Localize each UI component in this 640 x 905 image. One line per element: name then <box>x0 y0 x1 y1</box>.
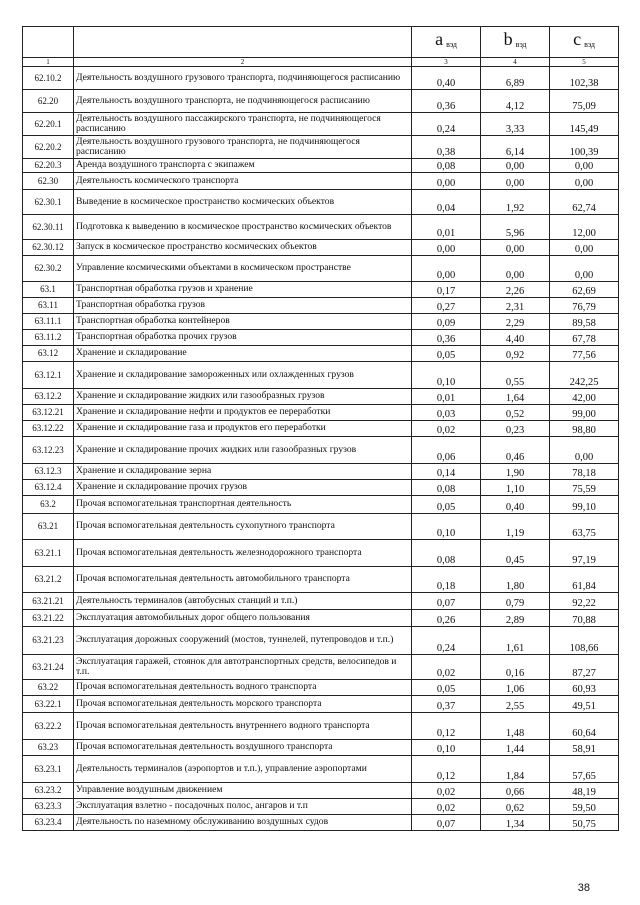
header-code-cell <box>23 27 74 58</box>
coefficients-table <box>22 26 619 831</box>
row-coefficient-b: 1,34 <box>481 815 550 831</box>
row-coefficient-b: 2,89 <box>481 610 550 627</box>
row-coefficient-a: 0,04 <box>412 190 481 215</box>
row-code: 63.22 <box>23 680 74 696</box>
row-coefficient-a: 0,10 <box>412 514 481 540</box>
row-coefficient-a: 0,24 <box>412 113 481 136</box>
coefficients-table-sheet <box>22 26 618 831</box>
row-code: 62.30.12 <box>23 240 74 256</box>
table-row <box>23 282 619 298</box>
row-coefficient-c: 0,00 <box>550 256 619 282</box>
row-coefficient-c: 87,27 <box>550 655 619 680</box>
row-activity-name: Деятельность терминалов (автобусных станций и т.п.) <box>74 593 412 610</box>
row-activity-name: Прочая вспомогательная деятельность железнодорожного транспорта <box>74 540 412 567</box>
header-name-cell <box>74 27 412 58</box>
row-coefficient-a: 0,06 <box>412 437 481 464</box>
row-coefficient-c: 12,00 <box>550 215 619 240</box>
row-activity-name: Эксплуатация гаражей, стоянок для автотранспортных средств, велосипедов и т.п. <box>74 655 412 680</box>
row-coefficient-a: 0,00 <box>412 240 481 256</box>
row-coefficient-c: 75,09 <box>550 90 619 113</box>
row-coefficient-c: 57,65 <box>550 756 619 783</box>
row-coefficient-b: 6,89 <box>481 67 550 90</box>
row-coefficient-a: 0,05 <box>412 680 481 696</box>
header-a-label: a <box>435 28 444 49</box>
row-activity-name: Хранение и складирование прочих грузов <box>74 480 412 496</box>
table-row <box>23 464 619 480</box>
column-number-4: 4 <box>481 58 550 67</box>
row-coefficient-b: 0,40 <box>481 496 550 514</box>
row-activity-name: Управление космическими объектами в космическом пространстве <box>74 256 412 282</box>
row-coefficient-c: 89,58 <box>550 314 619 330</box>
row-code: 62.30.11 <box>23 215 74 240</box>
row-coefficient-b: 0,62 <box>481 799 550 815</box>
table-row <box>23 298 619 314</box>
row-activity-name: Выведение в космическое пространство космических объектов <box>74 190 412 215</box>
row-activity-name: Деятельность воздушного транспорта, не подчиняющегося расписанию <box>74 90 412 113</box>
row-activity-name: Хранение и складирование нефти и продуктов ее переработки <box>74 405 412 421</box>
row-code: 62.20.2 <box>23 136 74 159</box>
row-code: 63.12.3 <box>23 464 74 480</box>
row-coefficient-c: 97,19 <box>550 540 619 567</box>
row-activity-name: Деятельность терминалов (аэропортов и т.п.), управление аэропортами <box>74 756 412 783</box>
row-code: 63.12.23 <box>23 437 74 464</box>
row-coefficient-c: 70,88 <box>550 610 619 627</box>
row-activity-name: Прочая вспомогательная деятельность морского транспорта <box>74 696 412 713</box>
column-number-1: 1 <box>23 58 74 67</box>
row-coefficient-a: 0,07 <box>412 593 481 610</box>
row-code: 62.20.3 <box>23 159 74 173</box>
row-coefficient-b: 0,23 <box>481 421 550 437</box>
row-activity-name: Деятельность воздушного грузового транспорта, подчиняющегося расписанию <box>74 67 412 90</box>
table-row <box>23 480 619 496</box>
row-coefficient-a: 0,05 <box>412 346 481 362</box>
row-coefficient-a: 0,01 <box>412 389 481 405</box>
header-a-cell <box>412 27 481 58</box>
row-coefficient-b: 0,46 <box>481 437 550 464</box>
row-coefficient-b: 1,80 <box>481 567 550 593</box>
row-code: 63.11 <box>23 298 74 314</box>
table-row <box>23 240 619 256</box>
row-coefficient-c: 92,22 <box>550 593 619 610</box>
row-coefficient-a: 0,10 <box>412 362 481 389</box>
row-coefficient-b: 4,12 <box>481 90 550 113</box>
row-activity-name: Деятельность космического транспорта <box>74 173 412 190</box>
row-coefficient-b: 2,55 <box>481 696 550 713</box>
row-coefficient-b: 0,00 <box>481 159 550 173</box>
row-coefficient-c: 62,69 <box>550 282 619 298</box>
table-row <box>23 756 619 783</box>
row-coefficient-b: 0,52 <box>481 405 550 421</box>
row-coefficient-a: 0,08 <box>412 540 481 567</box>
table-row <box>23 405 619 421</box>
row-code: 62.30 <box>23 173 74 190</box>
header-c-label: c <box>573 28 582 49</box>
row-activity-name: Подготовка к выведению в космическое пространство космических объектов <box>74 215 412 240</box>
row-coefficient-a: 0,14 <box>412 464 481 480</box>
row-coefficient-b: 2,31 <box>481 298 550 314</box>
row-activity-name: Аренда воздушного транспорта с экипажем <box>74 159 412 173</box>
table-row <box>23 514 619 540</box>
row-coefficient-a: 0,36 <box>412 90 481 113</box>
table-row <box>23 346 619 362</box>
row-coefficient-b: 1,10 <box>481 480 550 496</box>
row-code: 63.23.2 <box>23 783 74 799</box>
row-coefficient-c: 60,93 <box>550 680 619 696</box>
row-coefficient-a: 0,24 <box>412 627 481 655</box>
row-coefficient-c: 78,18 <box>550 464 619 480</box>
row-code: 63.1 <box>23 282 74 298</box>
table-row <box>23 593 619 610</box>
row-coefficient-c: 67,78 <box>550 330 619 346</box>
table-row <box>23 627 619 655</box>
table-row <box>23 610 619 627</box>
row-coefficient-c: 48,19 <box>550 783 619 799</box>
header-c-cell <box>550 27 619 58</box>
table-row <box>23 799 619 815</box>
row-coefficient-b: 4,40 <box>481 330 550 346</box>
table-row <box>23 173 619 190</box>
row-coefficient-a: 0,02 <box>412 799 481 815</box>
row-activity-name: Хранение и складирование прочих жидких или газообразных грузов <box>74 437 412 464</box>
row-coefficient-c: 50,75 <box>550 815 619 831</box>
row-coefficient-c: 0,00 <box>550 159 619 173</box>
row-coefficient-c: 60,64 <box>550 713 619 740</box>
row-coefficient-b: 1,61 <box>481 627 550 655</box>
column-number-3: 3 <box>412 58 481 67</box>
row-coefficient-a: 0,40 <box>412 67 481 90</box>
table-row <box>23 330 619 346</box>
row-code: 62.20.1 <box>23 113 74 136</box>
header-b-subscript: вэд <box>515 39 527 49</box>
row-coefficient-c: 76,79 <box>550 298 619 314</box>
row-coefficient-a: 0,37 <box>412 696 481 713</box>
table-row <box>23 113 619 136</box>
row-coefficient-a: 0,27 <box>412 298 481 314</box>
row-coefficient-b: 0,55 <box>481 362 550 389</box>
row-coefficient-b: 6,14 <box>481 136 550 159</box>
table-row <box>23 696 619 713</box>
column-number-row <box>23 58 619 67</box>
row-coefficient-c: 0,00 <box>550 173 619 190</box>
table-row <box>23 655 619 680</box>
row-code: 63.12 <box>23 346 74 362</box>
row-coefficient-b: 0,00 <box>481 256 550 282</box>
row-coefficient-b: 1,19 <box>481 514 550 540</box>
table-row <box>23 496 619 514</box>
row-activity-name: Прочая вспомогательная деятельность внутреннего водного транспорта <box>74 713 412 740</box>
row-coefficient-a: 0,12 <box>412 713 481 740</box>
row-activity-name: Прочая вспомогательная транспортная деятельность <box>74 496 412 514</box>
row-coefficient-c: 102,38 <box>550 67 619 90</box>
table-row <box>23 421 619 437</box>
row-coefficient-a: 0,12 <box>412 756 481 783</box>
table-row <box>23 740 619 756</box>
row-coefficient-c: 99,00 <box>550 405 619 421</box>
row-coefficient-c: 0,00 <box>550 437 619 464</box>
row-coefficient-c: 62,74 <box>550 190 619 215</box>
row-coefficient-b: 0,79 <box>481 593 550 610</box>
row-activity-name: Прочая вспомогательная деятельность сухопутного транспорта <box>74 514 412 540</box>
row-code: 63.12.2 <box>23 389 74 405</box>
row-code: 63.22.2 <box>23 713 74 740</box>
table-row <box>23 362 619 389</box>
header-b-cell <box>481 27 550 58</box>
row-coefficient-b: 2,29 <box>481 314 550 330</box>
row-code: 62.30.1 <box>23 190 74 215</box>
row-coefficient-a: 0,36 <box>412 330 481 346</box>
row-coefficient-b: 0,16 <box>481 655 550 680</box>
row-coefficient-a: 0,01 <box>412 215 481 240</box>
row-code: 63.12.21 <box>23 405 74 421</box>
row-code: 63.21.1 <box>23 540 74 567</box>
row-code: 62.20 <box>23 90 74 113</box>
row-coefficient-c: 98,80 <box>550 421 619 437</box>
header-row <box>23 27 619 58</box>
page-number: 38 <box>577 882 590 894</box>
table-row <box>23 67 619 90</box>
row-coefficient-b: 0,45 <box>481 540 550 567</box>
row-coefficient-b: 5,96 <box>481 215 550 240</box>
row-coefficient-a: 0,18 <box>412 567 481 593</box>
table-row <box>23 437 619 464</box>
row-coefficient-a: 0,02 <box>412 783 481 799</box>
row-coefficient-c: 0,00 <box>550 240 619 256</box>
row-code: 63.23.4 <box>23 815 74 831</box>
row-coefficient-b: 1,64 <box>481 389 550 405</box>
row-code: 63.12.1 <box>23 362 74 389</box>
row-code: 63.11.1 <box>23 314 74 330</box>
row-coefficient-a: 0,03 <box>412 405 481 421</box>
row-code: 63.21.24 <box>23 655 74 680</box>
table-row <box>23 389 619 405</box>
table-row <box>23 90 619 113</box>
row-coefficient-c: 77,56 <box>550 346 619 362</box>
row-coefficient-c: 58,91 <box>550 740 619 756</box>
row-activity-name: Эксплуатация дорожных сооружений (мостов, туннелей, путепроводов и т.п.) <box>74 627 412 655</box>
row-coefficient-b: 0,00 <box>481 240 550 256</box>
row-code: 63.21.23 <box>23 627 74 655</box>
row-coefficient-a: 0,38 <box>412 136 481 159</box>
row-coefficient-a: 0,10 <box>412 740 481 756</box>
row-code: 63.11.2 <box>23 330 74 346</box>
row-activity-name: Эксплуатация взлетно - посадочных полос, ангаров и т.п <box>74 799 412 815</box>
row-coefficient-a: 0,02 <box>412 421 481 437</box>
row-coefficient-a: 0,17 <box>412 282 481 298</box>
row-code: 63.21.2 <box>23 567 74 593</box>
row-activity-name: Деятельность воздушного грузового транспорта, не подчиняющегося расписанию <box>74 136 412 159</box>
row-coefficient-a: 0,02 <box>412 655 481 680</box>
row-activity-name: Прочая вспомогательная деятельность водного транспорта <box>74 680 412 696</box>
row-coefficient-a: 0,09 <box>412 314 481 330</box>
table-row <box>23 136 619 159</box>
row-coefficient-b: 1,06 <box>481 680 550 696</box>
table-row <box>23 314 619 330</box>
row-activity-name: Эксплуатация автомобильных дорог общего пользования <box>74 610 412 627</box>
table-row <box>23 159 619 173</box>
row-activity-name: Хранение и складирование зерна <box>74 464 412 480</box>
table-row <box>23 567 619 593</box>
row-code: 63.21.21 <box>23 593 74 610</box>
row-coefficient-b: 1,92 <box>481 190 550 215</box>
row-code: 63.22.1 <box>23 696 74 713</box>
row-coefficient-c: 59,50 <box>550 799 619 815</box>
row-coefficient-c: 61,84 <box>550 567 619 593</box>
row-activity-name: Прочая вспомогательная деятельность автомобильного транспорта <box>74 567 412 593</box>
row-coefficient-c: 63,75 <box>550 514 619 540</box>
header-b-label: b <box>503 28 513 49</box>
row-coefficient-a: 0,08 <box>412 480 481 496</box>
table-row <box>23 256 619 282</box>
row-activity-name: Хранение и складирование <box>74 346 412 362</box>
row-coefficient-a: 0,07 <box>412 815 481 831</box>
table-row <box>23 680 619 696</box>
row-code: 63.21.22 <box>23 610 74 627</box>
row-code: 63.12.22 <box>23 421 74 437</box>
row-coefficient-a: 0,26 <box>412 610 481 627</box>
row-coefficient-b: 0,66 <box>481 783 550 799</box>
row-activity-name: Хранение и складирование замороженных или охлажденных грузов <box>74 362 412 389</box>
row-coefficient-a: 0,05 <box>412 496 481 514</box>
row-activity-name: Транспортная обработка прочих грузов <box>74 330 412 346</box>
row-coefficient-a: 0,00 <box>412 256 481 282</box>
row-coefficient-b: 0,00 <box>481 173 550 190</box>
header-a-subscript: вэд <box>446 39 457 49</box>
row-coefficient-c: 242,25 <box>550 362 619 389</box>
row-activity-name: Транспортная обработка грузов <box>74 298 412 314</box>
row-coefficient-b: 1,90 <box>481 464 550 480</box>
row-coefficient-c: 145,49 <box>550 113 619 136</box>
row-code: 63.23.3 <box>23 799 74 815</box>
row-coefficient-a: 0,08 <box>412 159 481 173</box>
row-code: 62.30.2 <box>23 256 74 282</box>
row-code: 63.12.4 <box>23 480 74 496</box>
row-coefficient-b: 1,48 <box>481 713 550 740</box>
row-code: 62.10.2 <box>23 67 74 90</box>
row-activity-name: Деятельность воздушного пассажирского транспорта, не подчиняющегося расписанию <box>74 113 412 136</box>
row-activity-name: Хранение и складирование жидких или газообразных грузов <box>74 389 412 405</box>
row-activity-name: Транспортная обработка грузов и хранение <box>74 282 412 298</box>
row-code: 63.23.1 <box>23 756 74 783</box>
row-activity-name: Запуск в космическое пространство космических объектов <box>74 240 412 256</box>
table-row <box>23 713 619 740</box>
row-coefficient-c: 75,59 <box>550 480 619 496</box>
row-activity-name: Деятельность по наземному обслуживанию воздушных судов <box>74 815 412 831</box>
column-number-2: 2 <box>74 58 412 67</box>
row-coefficient-b: 3,33 <box>481 113 550 136</box>
row-activity-name: Управление воздушным движением <box>74 783 412 799</box>
row-coefficient-b: 1,84 <box>481 756 550 783</box>
header-c-subscript: вэд <box>584 39 595 49</box>
table-row <box>23 540 619 567</box>
row-coefficient-b: 1,44 <box>481 740 550 756</box>
row-coefficient-b: 2,26 <box>481 282 550 298</box>
table-row <box>23 815 619 831</box>
row-coefficient-a: 0,00 <box>412 173 481 190</box>
row-code: 63.21 <box>23 514 74 540</box>
row-coefficient-b: 0,92 <box>481 346 550 362</box>
column-number-5: 5 <box>550 58 619 67</box>
row-activity-name: Прочая вспомогательная деятельность воздушного транспорта <box>74 740 412 756</box>
table-row <box>23 190 619 215</box>
row-code: 63.2 <box>23 496 74 514</box>
table-row <box>23 215 619 240</box>
row-coefficient-c: 100,39 <box>550 136 619 159</box>
row-code: 63.23 <box>23 740 74 756</box>
table-row <box>23 783 619 799</box>
row-coefficient-c: 49,51 <box>550 696 619 713</box>
row-coefficient-c: 99,10 <box>550 496 619 514</box>
row-coefficient-c: 42,00 <box>550 389 619 405</box>
row-activity-name: Хранение и складирование газа и продуктов его переработки <box>74 421 412 437</box>
row-coefficient-c: 108,66 <box>550 627 619 655</box>
row-activity-name: Транспортная обработка контейнеров <box>74 314 412 330</box>
